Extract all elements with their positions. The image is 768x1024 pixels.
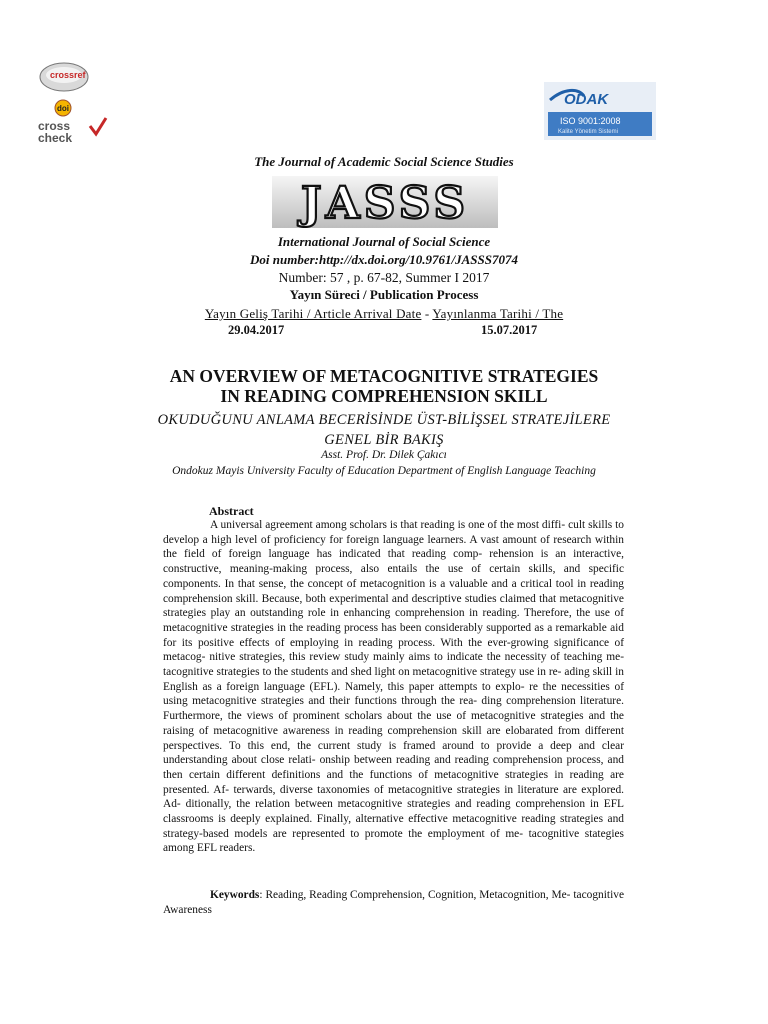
article-title-line-1: AN OVERVIEW OF METACOGNITIVE STRATEGIES: [169, 366, 599, 386]
issue-number: Number: 57 , p. 67-82, Summer I 2017: [278, 270, 490, 285]
dates-line: [0, 306, 768, 322]
svg-text:cross: cross: [38, 119, 71, 133]
abstract-heading: Abstract: [209, 504, 254, 518]
publication-date: 15.07.2017: [481, 323, 538, 337]
crossref-crosscheck-logos: [36, 60, 108, 144]
publication-date-label: Yayınlanma Tarihi / The: [432, 306, 564, 321]
article-title: [0, 366, 768, 406]
svg-text:Kalite Yönetim Sistemi: Kalite Yönetim Sistemi: [558, 129, 618, 135]
svg-text:ISO 9001:2008: ISO 9001:2008: [560, 116, 621, 126]
arrival-date-label: Yayın Geliş Tarihi / Article Arrival Date: [204, 306, 422, 321]
author-name: Asst. Prof. Dr. Dilek Çakıcı: [321, 449, 447, 461]
dates-separator: -: [424, 306, 430, 321]
keywords: [163, 888, 624, 917]
arrival-date: 29.04.2017: [228, 323, 285, 337]
crossref-logo-icon: [36, 60, 108, 144]
publication-process-label: Yayın Süreci / Publication Process: [289, 287, 479, 302]
odak-iso-logo: [544, 82, 656, 140]
odak-logo-icon: [544, 82, 656, 140]
svg-text:crossref: crossref: [50, 70, 86, 80]
subtitle-line-1: OKUDUĞUNU ANLAMA BECERİSİNDE ÜST-BİLİŞSEL STRATEJİLERE: [157, 412, 611, 428]
svg-text:check: check: [38, 131, 73, 144]
doi-link[interactable]: Doi number:http://dx.doi.org/10.9761/JASSS7074: [250, 252, 518, 267]
international-journal-label: International Journal of Social Science: [277, 234, 491, 249]
author-affiliation: Ondokuz Mayis University Faculty of Education Department of English Language Teaching: [172, 465, 596, 477]
svg-text:doi: doi: [57, 104, 69, 113]
jasss-logo: [272, 176, 498, 228]
jasss-logo-icon: [272, 176, 498, 228]
article-title-line-2: IN READING COMPREHENSION SKILL: [220, 386, 548, 406]
article-subtitle-turkish: [0, 410, 768, 450]
abstract-body: A universal agreement among scholars is that reading is one of the most diffi- cult skills to develop a high level of proficiency for foreign language learners. A vast amount of research within the field of foreign language has indicated that reading comp- rehension is an interactive, constructive, meaning-making process, also entails the use of certain skills, and specific components. In that sense, the concept of metacognition is a valuable and a critical tool in reading comprehension skill. Because, both experimental and descriptive studies claimed that metacognitive strategies play an outstanding role in enhancing comprehension in reading. Therefore, the use of metacognitive strategies in the reading process has been considerably supported as a remarkable aid for its positive effects of employing in reading process. With the ever-growing significance of metacog- nitive strategies, this review study mainly aims to indicate the necessity of teaching me- tacognitive strategies to the students and shed light on metacognitive strategy use in re- ading skill in English as a foreign language (EFL). Namely, this paper attempts to explo- re the necessities of using metacognitive strategies and their functions through the rea- ding comprehension literature. Furthermore, the views of prominent scholars about the use of metacognitive strategies and the raising of metacognitive awareness in reading comprehension skill are elobarated from different perspectives. To this end, the current study is framed around to provide a deep and clear understanding about close relati- onship between reading and reading comprehension process, and then certain different definitions and the functions of metacognitive strategies in reading are presented. Af- terwards, diverse taxonomies of metacognitive strategies in literature are explored. Ad- ditionally, the relation between metacognitive strategies and reading comprehension in EFL classrooms is deeply explained. Finally, alternative effective metacognitive reading strategies and strategy-based models are represented to promote the employment of me- tacognitive stategies among EFL readers.: [163, 519, 624, 855]
keywords-list: : Reading, Reading Comprehension, Cognition, Metacognition, Me- tacognitive Awareness: [163, 889, 624, 916]
svg-text:ODAK: ODAK: [564, 91, 609, 108]
svg-text:JASSS: JASSS: [300, 178, 470, 228]
subtitle-line-2: GENEL BİR BAKIŞ: [324, 432, 444, 448]
journal-name: The Journal of Academic Social Science Studies: [254, 154, 514, 169]
keywords-label: Keywords: [210, 889, 260, 901]
